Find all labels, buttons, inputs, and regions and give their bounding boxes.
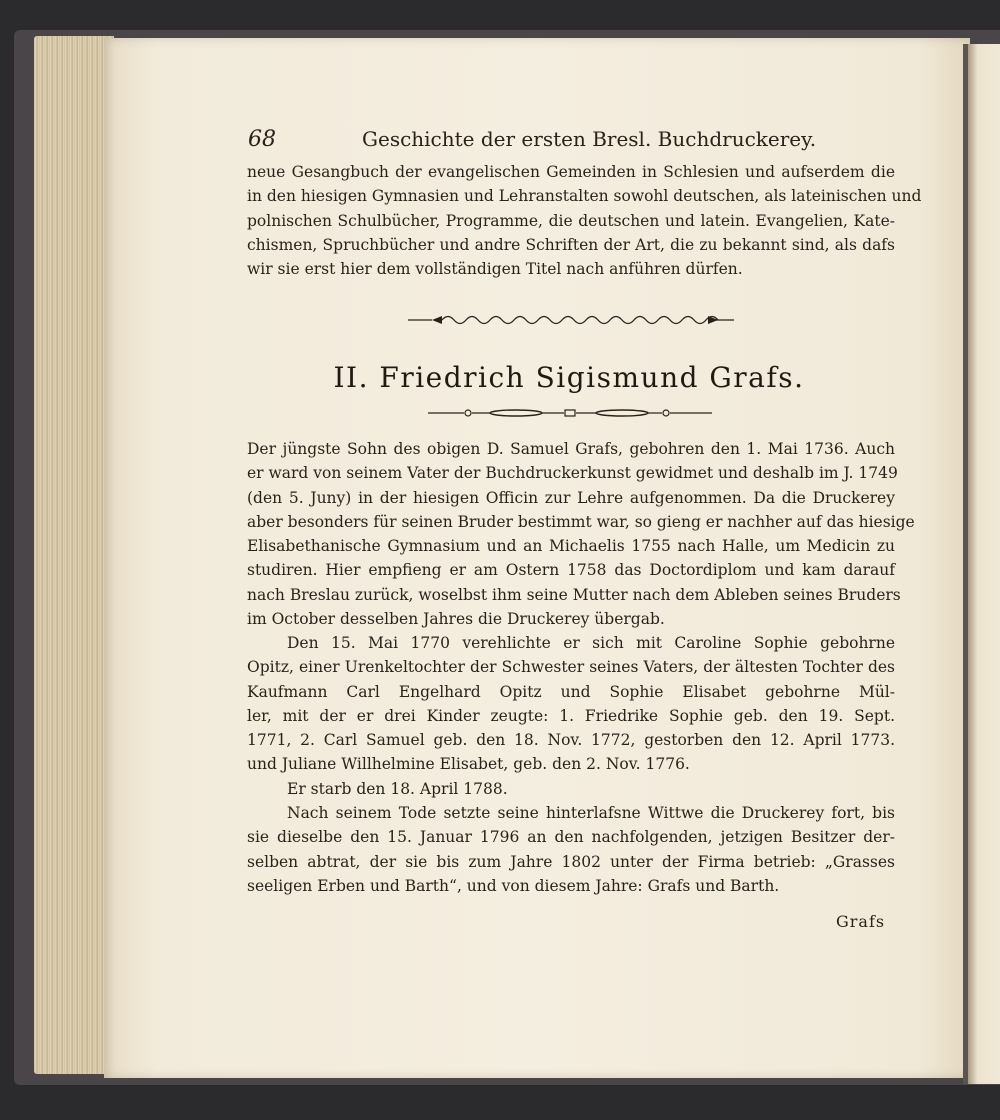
text-line: Er starb den 18. April 1788. xyxy=(287,780,508,798)
paragraph-4 xyxy=(247,801,895,898)
intro-paragraph xyxy=(247,160,922,281)
paragraph-2 xyxy=(247,631,895,777)
paragraph-1 xyxy=(247,437,915,631)
page-number: 68 xyxy=(248,127,276,152)
text-line: wir sie erst hier dem vollständigen Titel nach anführen dürfen. xyxy=(247,260,743,279)
text-line: in den hiesigen Gymnasien und Lehranstalten sowohl deutschen, als lateinischen und xyxy=(247,187,922,206)
paragraph-3 xyxy=(247,777,895,801)
page-edges xyxy=(34,36,114,1074)
text-line: Opitz, einer Urenkeltochter der Schwester seines Vaters, der ältesten Tochter des xyxy=(247,658,895,677)
wavy-ornament xyxy=(408,311,734,329)
text-line: (den 5. Juny) in der hiesigen Officin zur Lehre aufgenommen. Da die Druckerey xyxy=(247,488,895,507)
text-line: polnischen Schulbücher, Programme, die deutschen und latein. Evangelien, Kate- xyxy=(247,211,895,230)
text-line: selben abtrat, der sie bis zum Jahre 1802 unter der Firma betrieb: „Grasses xyxy=(247,852,895,871)
text-line: Kaufmann Carl Engelhard Opitz und Sophie Elisabet gebohrne Mül- xyxy=(247,682,895,701)
text-line: Elisabethanische Gymnasium und an Michaelis 1755 nach Halle, um Medicin zu xyxy=(247,537,895,556)
text-line: studiren. Hier empfieng er am Ostern 1758 das Doctordiplom und kam darauf xyxy=(247,561,895,580)
text-line: aber besonders für seinen Bruder bestimmt war, so gieng er nachher auf das hiesige xyxy=(247,512,915,531)
title-divider xyxy=(428,405,712,421)
text-line: chismen, Spruchbücher und andre Schriften der Art, die zu bekannt sind, als dafs xyxy=(247,235,895,254)
text-line: neue Gesangbuch der evangelischen Gemeinden in Schlesien und aufserdem die xyxy=(247,163,895,181)
running-head xyxy=(244,124,894,154)
text-line: und Juliane Willhelmine Elisabet, geb. den 2. Nov. 1776. xyxy=(247,755,690,774)
text-line: Der jüngste Sohn des obigen D. Samuel Grafs, gebohren den 1. Mai 1736. Auch xyxy=(247,440,895,458)
text-line: Den 15. Mai 1770 verehlichte er sich mit Caroline Sophie gebohrne xyxy=(287,634,895,652)
text-line: seeligen Erben und Barth“, und von diesem Jahre: Grafs und Barth. xyxy=(247,876,780,895)
catchword: Grafs xyxy=(836,912,886,931)
text-line: sie dieselbe den 15. Januar 1796 an den nachfolgenden, jetzigen Besitzer der- xyxy=(247,828,895,847)
chapter-title: II. Friedrich Sigismund Grafs. xyxy=(333,361,805,394)
text-line: ler, mit der er drei Kinder zeugte: 1. Friedrike Sophie geb. den 19. Sept. xyxy=(247,706,895,725)
running-title: Geschichte der ersten Bresl. Buchdruckerey. xyxy=(362,127,817,151)
text-line: Nach seinem Tode setzte seine hinterlafsne Wittwe die Druckerey fort, bis xyxy=(287,804,895,822)
facing-page-edge xyxy=(968,44,1000,1084)
text-line: im October desselben Jahres die Druckerey übergab. xyxy=(247,610,665,629)
text-line: nach Breslau zurück, woselbst ihm seine Mutter nach dem Ableben seines Bruders xyxy=(247,585,901,604)
text-line: er ward von seinem Vater der Buchdruckerkunst gewidmet und deshalb im J. 1749 xyxy=(247,464,898,483)
text-line: 1771, 2. Carl Samuel geb. den 18. Nov. 1772, gestorben den 12. April 1773. xyxy=(247,731,895,750)
